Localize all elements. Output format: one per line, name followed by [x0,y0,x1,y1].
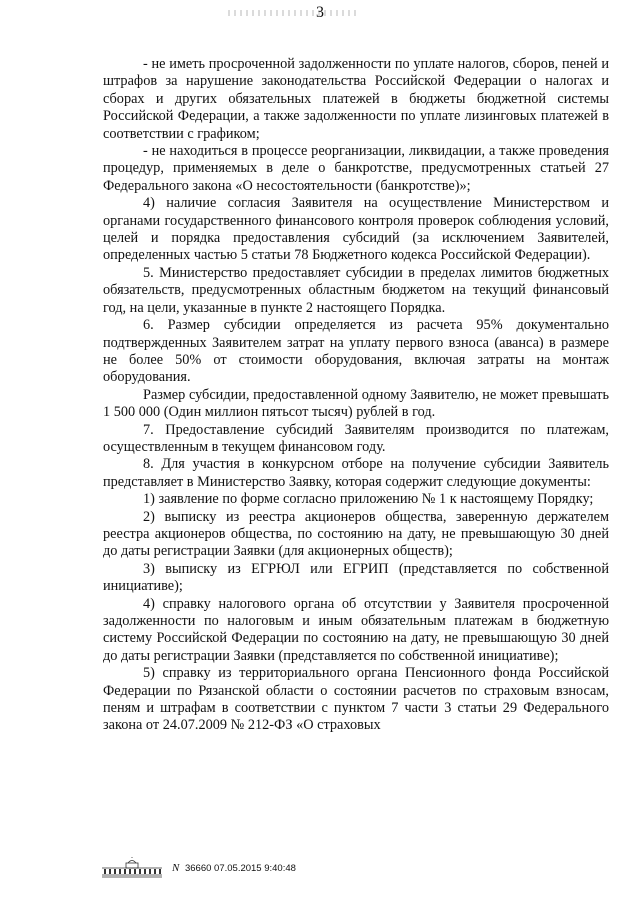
paragraph: 2) выписку из реестра акционеров общества, заверенную держателем реестра акционеров общества, по состоянию на дату, не превышающую 30 дней до даты регистрации Заявки (для акционерных обществ); [103,508,609,560]
paragraph: 5. Министерство предоставляет субсидии в пределах лимитов бюджетных обязательств, предусмотренных областным бюджетом на текущий финансовый год, на цели, указанные в пункте 2 настоящего Порядка. [103,264,609,316]
paragraph: - не находиться в процессе реорганизации, ликвидации, а также проведения процедур, применяемых в деле о банкротстве, предусмотренных статьей 27 Федерального закона «О несостоятельности (банкротстве)»; [103,143,609,194]
paragraph: 1) заявление по форме согласно приложению № 1 к настоящему Порядку; [143,491,594,508]
paragraph: - не иметь просроченной задолженности по уплате налогов, сборов, пеней и штрафов за нарушение законодательства Российской Федерации о налогах и сборах и других обязательных платежей в бюджеты бюджетной системы Российской Федерации, а также задолженности по уплате лизинговых платежей в соответствии с графиком; [103,56,609,142]
government-building-icon [100,857,164,879]
document-footer [100,857,360,879]
paragraph: 4) справку налогового органа об отсутствии у Заявителя просроченной задолженности по налоговым и иным обязательным платежам в бюджетную систему Российской Федерации по состоянию на дату, не превышающую 30 дней до даты регистрации Заявки (представляется по собственной инициативе); [103,595,609,664]
paragraph: 7. Предоставление субсидий Заявителям производится по платежам, осуществленным в текущем финансовом году. [103,421,609,455]
document-body [103,56,609,735]
paragraph: 5) справку из территориального органа Пенсионного фонда Российской Федерации по Рязанской области о состоянии расчетов по страховым взносам, пеням и штрафам в соответствии с пунктом 7 части 3 статьи 29 Федерального закона от 24.07.2009 № 212-ФЗ «О страховых [103,665,609,734]
paragraph: 6. Размер субсидии определяется из расчета 95% документально подтвержденных Заявителем затрат на уплату первого взноса (аванса) в размере не более 50% от стоимости оборудования, включая затраты на монтаж оборудования. [103,317,609,386]
page-number: 3 [316,4,324,21]
paragraph: 4) наличие согласия Заявителя на осуществление Министерством и органами государственного финансового контроля проверок соблюдения условий, целей и порядка предоставления субсидий (за исключением Заявителей, определенных частью 5 статьи 78 Бюджетного кодекса Российской Федерации). [103,195,609,264]
paragraph: Размер субсидии, предоставленной одному Заявителю, не может превышать 1 500 000 (Один миллион пятьсот тысяч) рублей в год. [103,386,609,421]
registration-number-date: 36660 07.05.2015 9:40:48 [184,863,296,874]
registration-stamp [172,857,296,880]
paragraph: 8. Для участия в конкурсном отборе на получение субсидии Заявитель представляет в Министерство Заявку, которая содержит следующие документы: [103,456,609,490]
paragraph: 3) выписку из ЕГРЮЛ или ЕГРИП (представляется по собственной инициативе); [103,560,609,595]
registration-mark: N [172,862,180,874]
